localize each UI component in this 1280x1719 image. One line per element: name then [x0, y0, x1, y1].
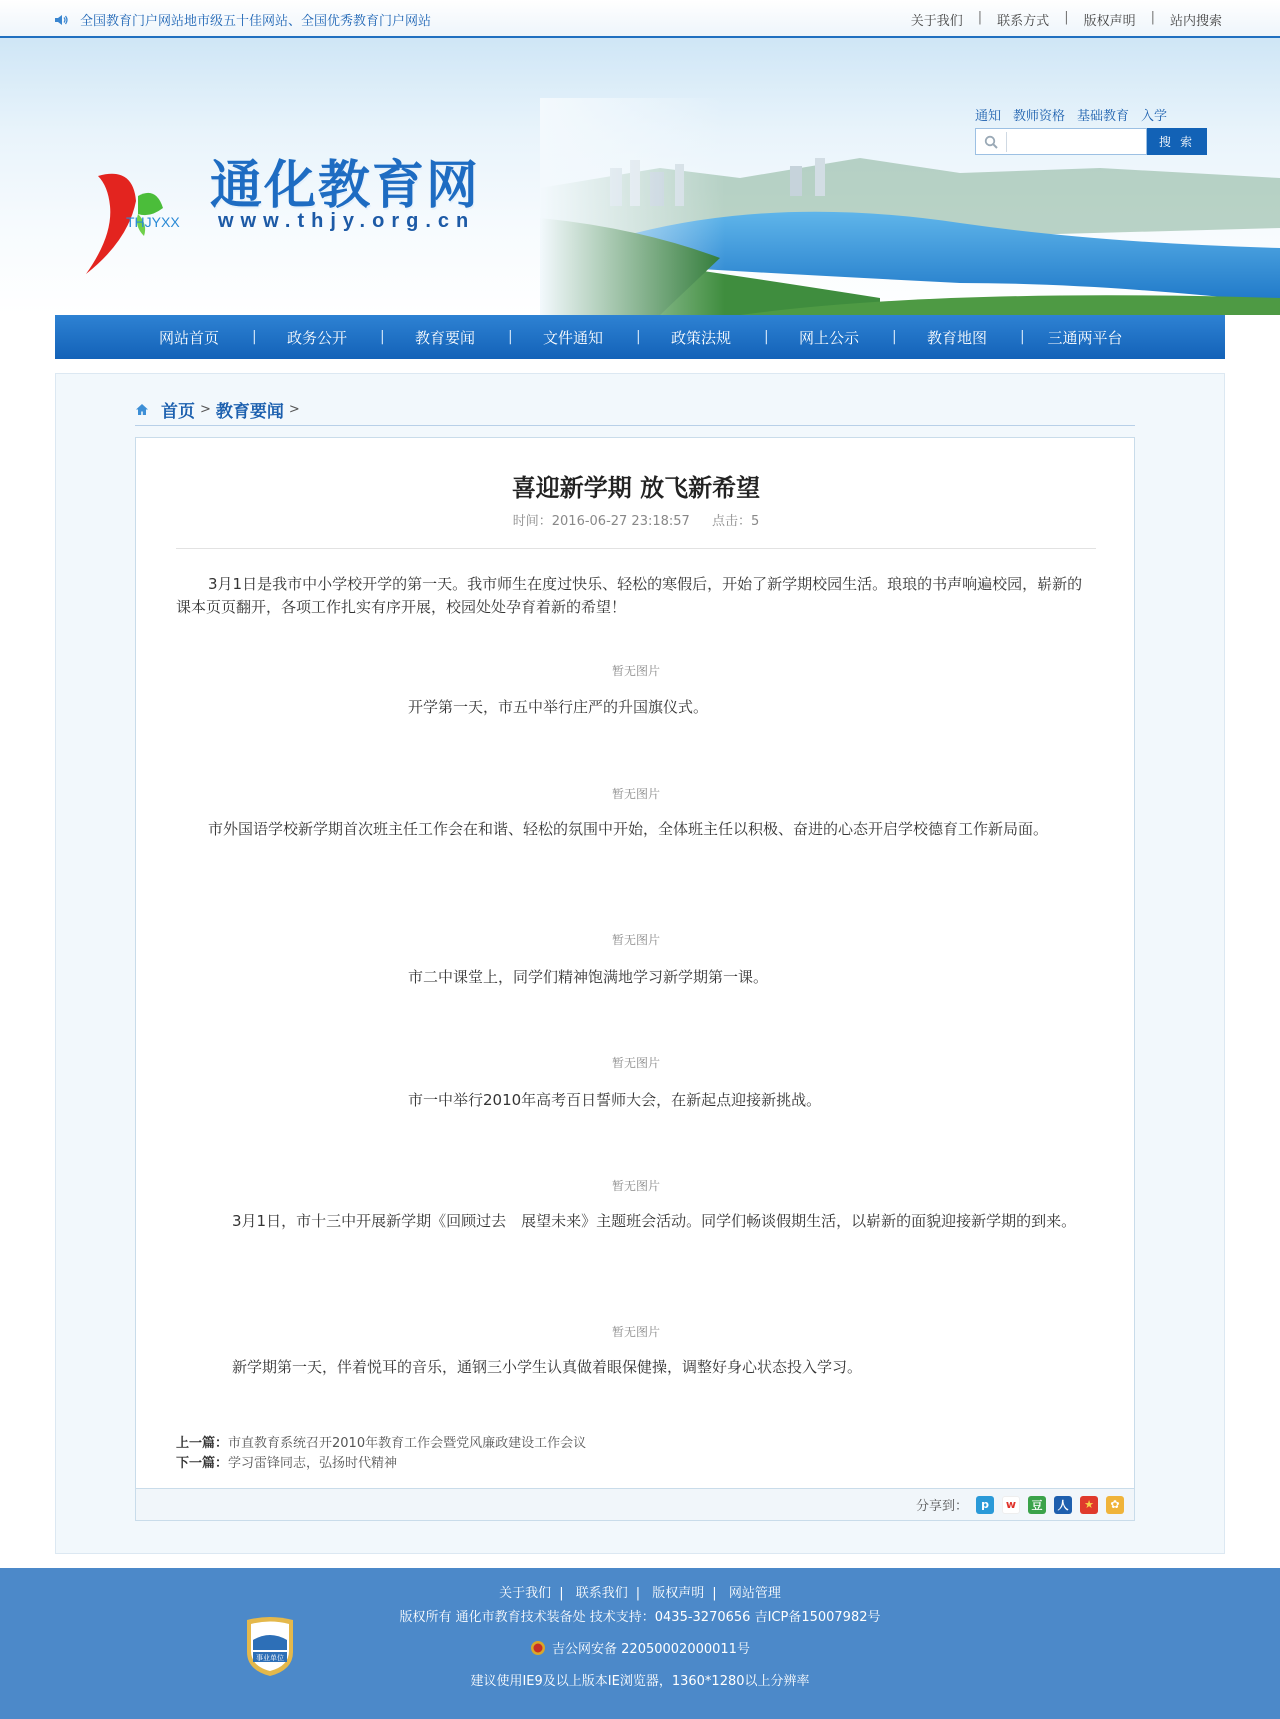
speaker-icon	[54, 13, 68, 27]
breadcrumb-section[interactable]: 教育要闻	[215, 402, 284, 422]
about-us-link[interactable]: 关于我们	[910, 14, 963, 29]
search-box	[975, 128, 1147, 155]
nav-public-notice[interactable]: 网上公示	[798, 328, 859, 347]
footer-copyright-link[interactable]: 版权声明	[652, 1586, 705, 1601]
share-renren-icon[interactable]: 人	[1054, 1496, 1072, 1514]
site-url: www.thjy.org.cn	[218, 210, 476, 232]
public-institution-badge[interactable]	[243, 1616, 297, 1678]
footer-about-link[interactable]: 关于我们	[499, 1586, 552, 1601]
site-notice	[54, 10, 431, 29]
top-bar	[0, 0, 1280, 38]
nav-platform[interactable]: 三通两平台	[1047, 328, 1123, 347]
image-caption: 开学第一天，市五中举行庄严的升国旗仪式。	[408, 698, 709, 716]
site-notice-text: 全国教育门户网站地市级五十佳网站、全国优秀教育门户网站	[80, 14, 432, 29]
quick-links	[975, 105, 1167, 124]
footer-contact-link[interactable]: 联系我们	[575, 1586, 628, 1601]
nav-home[interactable]: 网站首页	[158, 328, 219, 347]
article-clicks: 点击：5	[711, 514, 760, 529]
nav-policies[interactable]: 政策法规	[670, 328, 731, 347]
nav-education-map[interactable]: 教育地图	[926, 328, 987, 347]
article-paragraph: 3月1日，市十三中开展新学期《回顾过去 展望未来》主题班会活动。同学们畅谈假期生活，以崭新的面貌迎接新学期的到来。	[232, 1212, 1077, 1230]
article	[135, 437, 1135, 1521]
article-paragraph: 市外国语学校新学期首次班主任工作会在和谐、轻松的氛围中开始，全体班主任以积极、奋进的心态开启学校德育工作新局面。	[208, 820, 1049, 838]
separator: |	[635, 1586, 641, 1601]
badge-text: 事业单位	[256, 1654, 284, 1662]
image-placeholder: 暂无图片	[611, 933, 660, 947]
quick-link-basic-education[interactable]: 基础教育	[1077, 109, 1130, 124]
search-button[interactable]: 搜 索	[1147, 128, 1207, 155]
share-star-icon[interactable]: ★	[1080, 1496, 1098, 1514]
share-weibo-icon[interactable]: w	[1002, 1496, 1020, 1514]
police-record-text: 吉公网安备 22050002000011号	[552, 1642, 750, 1657]
next-article-link[interactable]: 学习雷锋同志，弘扬时代精神	[228, 1456, 398, 1471]
footer-copyright: 版权所有 通化市教育技术装备处 技术支持：0435-3270656 吉ICP备15007982号	[399, 1610, 881, 1625]
logo-subtitle: THJYXX	[126, 214, 180, 230]
image-placeholder: 暂无图片	[611, 787, 660, 801]
separator: |	[712, 1586, 717, 1601]
prev-article-link[interactable]: 市直教育系统召开2010年教育工作会暨党风廉政建设工作会议	[228, 1436, 587, 1451]
search-form	[975, 128, 1207, 155]
site-title: 通化教育网	[210, 155, 481, 216]
share-bar	[136, 1488, 1134, 1520]
site-banner	[0, 38, 1280, 315]
nav-education-news[interactable]: 教育要闻	[414, 328, 475, 347]
footer	[0, 1568, 1280, 1719]
separator: |	[1064, 10, 1069, 25]
top-links	[911, 10, 1222, 29]
share-label: 分享到：	[915, 1499, 968, 1514]
copyright-link[interactable]: 版权声明	[1083, 14, 1136, 29]
police-badge-icon	[530, 1640, 546, 1656]
article-title: 喜迎新学期 放飞新希望	[511, 474, 761, 502]
prev-label: 上一篇：	[176, 1436, 229, 1451]
share-douban-icon[interactable]: 豆	[1028, 1496, 1046, 1514]
main-nav: 网站首页 | 政务公开 | 教育要闻 | 文件通知 | 政策法规 | 网上公示 | 教育地图 | 三通两平台	[55, 315, 1225, 359]
site-search-link[interactable]: 站内搜索	[1169, 14, 1222, 29]
breadcrumb-separator: >	[200, 402, 211, 417]
image-caption: 市二中课堂上，同学们精神饱满地学习新学期第一课。	[408, 968, 769, 986]
article-time: 时间：2016-06-27 23:18:57	[512, 514, 690, 529]
home-icon	[135, 403, 149, 416]
nav-government-affairs[interactable]: 政务公开	[286, 328, 347, 347]
footer-links	[0, 1582, 1280, 1601]
footer-police-record	[0, 1638, 1280, 1657]
image-placeholder: 暂无图片	[611, 1179, 660, 1193]
separator: |	[1150, 10, 1155, 25]
separator: |	[977, 10, 983, 25]
prev-article	[176, 1432, 586, 1451]
breadcrumb	[135, 394, 1135, 426]
article-meta	[136, 510, 1136, 529]
contact-link[interactable]: 联系方式	[997, 14, 1050, 29]
footer-browser-note: 建议使用IE9及以上版本IE浏览器，1360*1280以上分辨率	[470, 1674, 810, 1689]
share-more-icon[interactable]: ✿	[1106, 1496, 1124, 1514]
search-icon	[984, 135, 998, 149]
next-article	[176, 1452, 397, 1471]
article-paragraph: 新学期第一天，伴着悦耳的音乐，通钢三小学生认真做着眼保健操，调整好身心状态投入学习。	[232, 1358, 863, 1376]
image-placeholder: 暂无图片	[611, 1056, 660, 1070]
image-placeholder: 暂无图片	[611, 664, 660, 678]
image-placeholder: 暂无图片	[611, 1325, 660, 1339]
separator: |	[559, 1586, 564, 1601]
breadcrumb-separator: >	[288, 402, 300, 417]
search-input[interactable]	[1006, 132, 1136, 152]
share-qzone-icon[interactable]: p	[976, 1496, 994, 1514]
breadcrumb-home[interactable]: 首页	[161, 402, 195, 422]
next-label: 下一篇：	[176, 1456, 229, 1471]
article-intro: 3月1日是我市中小学校开学的第一天。我市师生在度过快乐、轻松的寒假后，开始了新学期校园生活。琅琅的书声响遍校园，崭新的课本页页翻开，各项工作扎实有序开展，校园处处孕育着新的希望！	[176, 575, 1083, 616]
divider	[176, 548, 1096, 549]
image-caption: 市一中举行2010年高考百日誓师大会，在新起点迎接新挑战。	[408, 1091, 822, 1109]
nav-file-notices[interactable]: 文件通知	[542, 328, 603, 347]
quick-link-teacher-qualification[interactable]: 教师资格	[1013, 109, 1066, 124]
quick-link-notice[interactable]: 通知	[975, 109, 1002, 124]
footer-admin-link[interactable]: 网站管理	[728, 1586, 781, 1601]
quick-link-enrollment[interactable]: 入学	[1141, 109, 1168, 124]
